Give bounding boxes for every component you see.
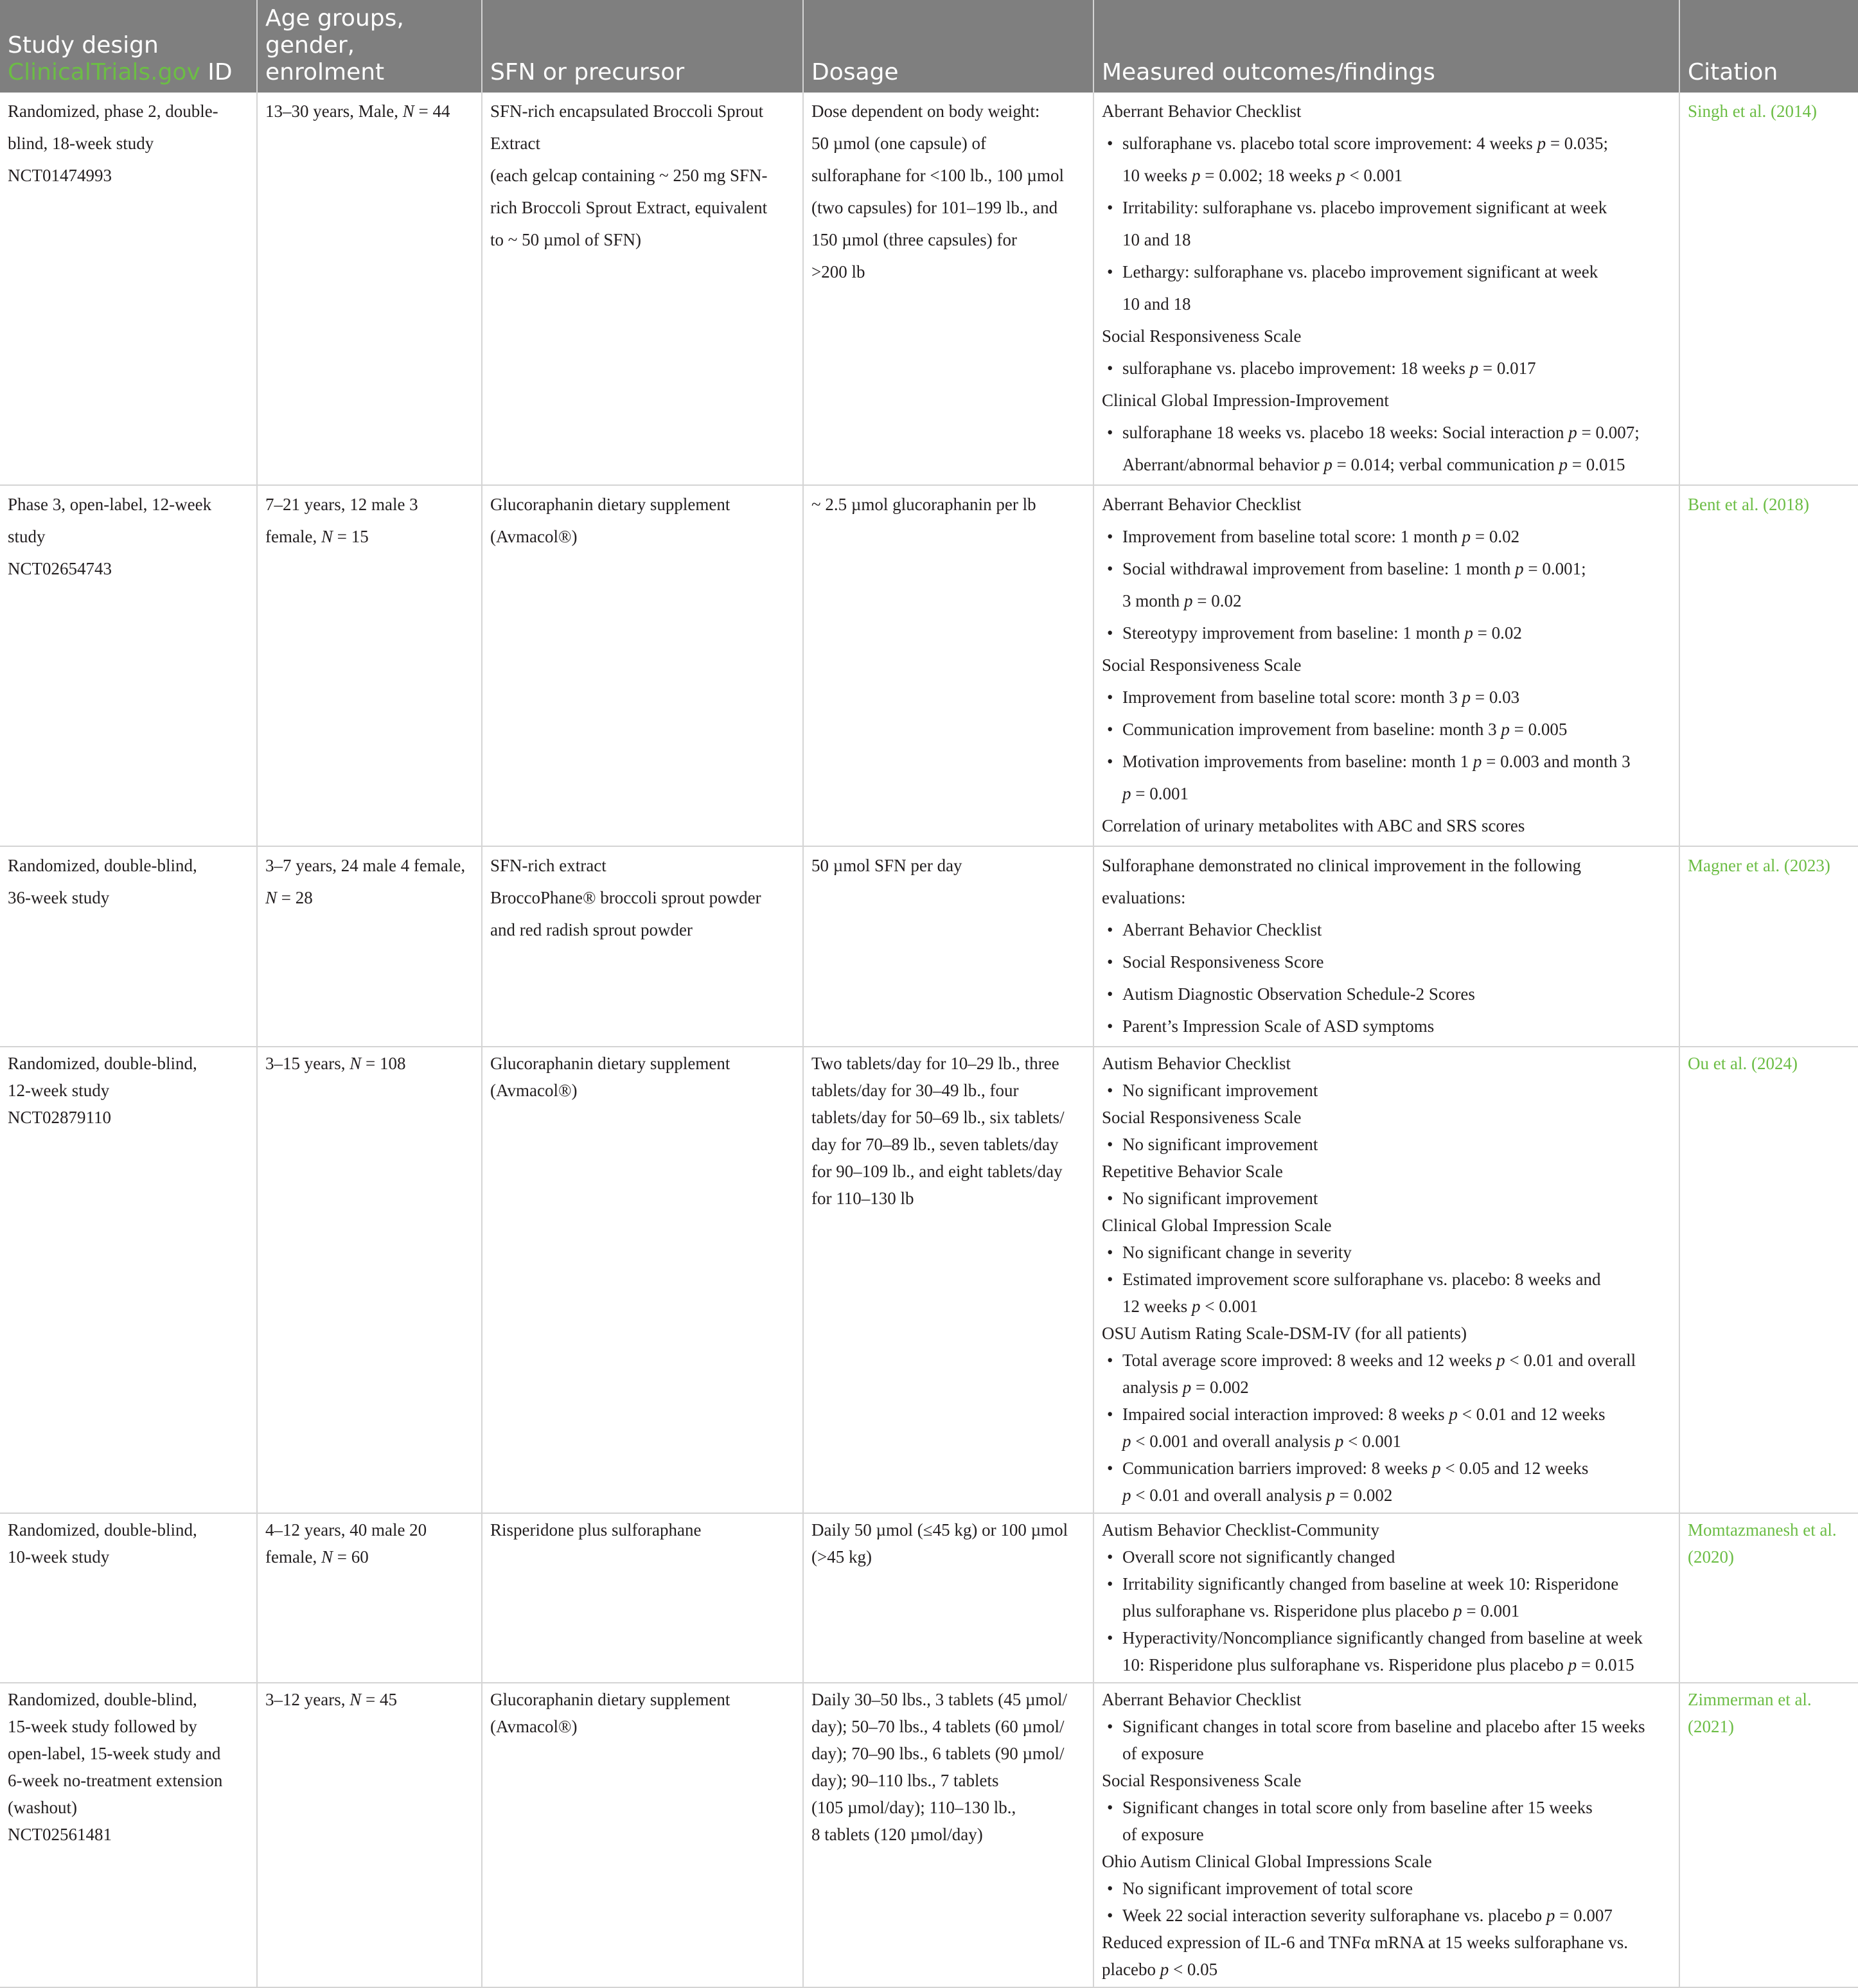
outcome-bullet: • Aberrant Behavior Checklist <box>1102 914 1671 946</box>
citation-link[interactable]: Zimmerman et al. (2021) <box>1688 1690 1812 1736</box>
outcome-bullet: • Total average score improved: 8 weeks and 12 weeks p < 0.01 and overall <box>1102 1347 1671 1374</box>
outcome-bullet: • Improvement from baseline total score: month 3 p = 0.03 <box>1102 681 1671 713</box>
citation-cell <box>1679 485 1858 846</box>
header-study-design: Study design ClinicalTrials.gov ID <box>0 0 257 93</box>
outcome-bullet: • Significant changes in total score from baseline and placebo after 15 weeks <box>1102 1713 1671 1740</box>
outcome-heading: Social Responsiveness Scale <box>1102 1108 1302 1127</box>
citation-link[interactable]: Bent et al. (2018) <box>1688 495 1809 514</box>
outcome-heading: Autism Behavior Checklist <box>1102 1054 1291 1073</box>
study-design-cell: Randomized, phase 2, double- blind, 18-week study NCT01474993 <box>0 93 257 485</box>
table-row <box>0 93 1858 485</box>
age-cell: 3–15 years, N = 108 <box>257 1047 482 1513</box>
outcome-bullet: • sulforaphane vs. placebo improvement: 18 weeks p = 0.017 <box>1102 352 1671 384</box>
header-dosage: Dosage <box>803 0 1093 93</box>
dosage-cell: ~ 2.5 µmol glucoraphanin per lb <box>803 485 1093 846</box>
dosage-cell: Dose dependent on body weight: 50 µmol (one capsule) of sulforaphane for <100 lb., 100 µmol (two capsules) for 101–199 lb., and 150 µmol (three capsules) for >200 lb <box>803 93 1093 485</box>
table-row <box>0 846 1858 1047</box>
outcome-bullet: • Communication barriers improved: 8 weeks p < 0.05 and 12 weeks <box>1102 1455 1671 1482</box>
outcome-bullet: • No significant improvement of total score <box>1102 1875 1671 1902</box>
age-cell: 13–30 years, Male, N = 44 <box>257 93 482 485</box>
outcome-bullet: • Motivation improvements from baseline: month 1 p = 0.003 and month 3 <box>1102 745 1671 777</box>
outcome-bullet: • Overall score not significantly changed <box>1102 1543 1671 1570</box>
outcome-bullet: • sulforaphane 18 weeks vs. placebo 18 weeks: Social interaction p = 0.007; <box>1102 416 1671 448</box>
outcome-heading: Social Responsiveness Scale <box>1102 1771 1302 1790</box>
study-design-cell: Randomized, double-blind, 12-week study NCT02879110 <box>0 1047 257 1513</box>
outcome-bullet: • sulforaphane vs. placebo total score improvement: 4 weeks p = 0.035; <box>1102 127 1671 159</box>
outcome-bullet: • Hyperactivity/Noncompliance significantly changed from baseline at week <box>1102 1624 1671 1651</box>
sfn-cell: Glucoraphanin dietary supplement (Avmacol®) <box>482 1683 803 1987</box>
outcome-bullet: • Lethargy: sulforaphane vs. placebo improvement significant at week <box>1102 256 1671 288</box>
outcome-bullet: • No significant improvement <box>1102 1185 1671 1212</box>
outcome-bullet: • Communication improvement from baseline: month 3 p = 0.005 <box>1102 713 1671 745</box>
study-design-cell: Phase 3, open-label, 12-week study NCT02654743 <box>0 485 257 846</box>
outcomes-cell: Autism Behavior Checklist-Community • Overall score not significantly changed • Irritability significantly changed from baseline at week 10: Risperidone plus sulforaphane vs. Risperidone plus placebo p = 0.001 • Hyperactivity/Noncompliance significantly changed from baseline at week 10: Risperidone plus sulforaphane vs. Risperidone plus placebo p = 0.015 <box>1093 1513 1679 1683</box>
outcome-heading: OSU Autism Rating Scale-DSM-IV (for all patients) <box>1102 1324 1467 1343</box>
outcome-heading: Aberrant Behavior Checklist <box>1102 102 1302 121</box>
outcome-heading: Social Responsiveness Scale <box>1102 326 1302 346</box>
citation-link[interactable]: Magner et al. (2023) <box>1688 856 1830 875</box>
table-row <box>0 1047 1858 1513</box>
citation-link[interactable]: Ou et al. (2024) <box>1688 1054 1798 1073</box>
study-design-cell: Randomized, double-blind, 10-week study <box>0 1513 257 1683</box>
citation-cell <box>1679 846 1858 1047</box>
sfn-cell: SFN-rich encapsulated Broccoli Sprout Extract (each gelcap containing ~ 250 mg SFN- rich Broccoli Sprout Extract, equivalent to ~ 50 µmol of SFN) <box>482 93 803 485</box>
sfn-cell: Glucoraphanin dietary supplement (Avmacol®) <box>482 485 803 846</box>
age-cell: 4–12 years, 40 male 20 female, N = 60 <box>257 1513 482 1683</box>
sfn-cell: Glucoraphanin dietary supplement (Avmacol®) <box>482 1047 803 1513</box>
clinicaltrials-link[interactable]: ClinicalTrials.gov <box>8 59 200 85</box>
outcome-heading: Social Responsiveness Scale <box>1102 655 1302 675</box>
outcomes-cell: Autism Behavior Checklist • No significant improvement Social Responsiveness Scale • No significant improvement Repetitive Behavior Scale • No significant improvement Clinical Global Impression Scale • No significant change in severity • Estimated improvement score sulforaphane vs. placebo: 8 weeks and 12 weeks p < 0.001 OSU Autism Rating Scale-DSM-IV (for all patients) • Total average score improved: 8 weeks and 12 weeks p < 0.01 and overall analysis p = 0.002 • Impaired social interaction improved: 8 weeks p < 0.01 and 12 weeks p < 0.001 and overall analysis p < 0.001 • Communication barriers improved: 8 weeks p < 0.05 and 12 weeks p < 0.01 and overall analysis p = 0.002 <box>1093 1047 1679 1513</box>
outcomes-cell: Aberrant Behavior Checklist • sulforaphane vs. placebo total score improvement: 4 weeks p = 0.035; 10 weeks p = 0.002; 18 weeks p < 0.001 • Irritability: sulforaphane vs. placebo improvement significant at week 10 and 18 • Lethargy: sulforaphane vs. placebo improvement significant at week 10 and 18 Social Responsiveness Scale • sulforaphane vs. placebo improvement: 18 weeks p = 0.017 Clinical Global Impression-Improvement • sulforaphane 18 weeks vs. placebo 18 weeks: Social interaction p = 0.007; Aberrant/abnormal behavior p = 0.014; verbal communication p = 0.015 <box>1093 93 1679 485</box>
dosage-cell: Daily 50 µmol (≤45 kg) or 100 µmol (>45 kg) <box>803 1513 1093 1683</box>
outcome-heading: Clinical Global Impression-Improvement <box>1102 391 1389 410</box>
outcomes-cell: Aberrant Behavior Checklist • Improvement from baseline total score: 1 month p = 0.02 • Social withdrawal improvement from baseline: 1 month p = 0.001; 3 month p = 0.02 • Stereotypy improvement from baseline: 1 month p = 0.02 Social Responsiveness Scale • Improvement from baseline total score: month 3 p = 0.03 • Communication improvement from baseline: month 3 p = 0.005 • Motivation improvements from baseline: month 1 p = 0.003 and month 3 p = 0.001 Correlation of urinary metabolites with ABC and SRS scores <box>1093 485 1679 846</box>
citation-link[interactable]: Singh et al. (2014) <box>1688 102 1817 121</box>
age-cell: 3–7 years, 24 male 4 female, N = 28 <box>257 846 482 1047</box>
header-age-groups: Age groups, gender, enrolment <box>257 0 482 93</box>
outcome-bullet: • Social Responsiveness Score <box>1102 946 1671 978</box>
table-row <box>0 1513 1858 1683</box>
outcome-bullet: • Significant changes in total score only from baseline after 15 weeks <box>1102 1794 1671 1821</box>
outcome-bullet: • No significant improvement <box>1102 1131 1671 1158</box>
outcome-bullet: • Stereotypy improvement from baseline: 1 month p = 0.02 <box>1102 617 1671 649</box>
outcome-bullet: • Autism Diagnostic Observation Schedule-2 Scores <box>1102 978 1671 1010</box>
citation-cell <box>1679 1047 1858 1513</box>
outcome-bullet: • Improvement from baseline total score: 1 month p = 0.02 <box>1102 520 1671 553</box>
outcome-heading: Correlation of urinary metabolites with ABC and SRS scores <box>1102 816 1525 835</box>
table-row <box>0 485 1858 846</box>
citation-cell <box>1679 93 1858 485</box>
outcome-bullet: • Irritability: sulforaphane vs. placebo improvement significant at week <box>1102 191 1671 224</box>
outcome-bullet: • No significant improvement <box>1102 1077 1671 1104</box>
outcome-heading: Aberrant Behavior Checklist <box>1102 495 1302 514</box>
outcomes-cell: Aberrant Behavior Checklist • Significant changes in total score from baseline and placebo after 15 weeks of exposure Social Responsiveness Scale • Significant changes in total score only from baseline after 15 weeks of exposure Ohio Autism Clinical Global Impressions Scale • No significant improvement of total score • Week 22 social interaction severity sulforaphane vs. placebo p = 0.007 Reduced expression of IL-6 and TNFα mRNA at 15 weeks sulforaphane vs. placebo p < 0.05 <box>1093 1683 1679 1987</box>
header-outcomes: Measured outcomes/findings <box>1093 0 1679 93</box>
age-cell: 3–12 years, N = 45 <box>257 1683 482 1987</box>
citation-link[interactable]: Momtazmanesh et al. (2020) <box>1688 1520 1837 1566</box>
outcomes-cell: Sulforaphane demonstrated no clinical improvement in the following evaluations: • Aberrant Behavior Checklist • Social Responsiveness Score • Autism Diagnostic Observation Schedule-2 Scores • Parent’s Impression Scale of ASD symptoms <box>1093 846 1679 1047</box>
outcome-bullet: • Social withdrawal improvement from baseline: 1 month p = 0.001; <box>1102 553 1671 585</box>
outcome-bullet: • Irritability significantly changed from baseline at week 10: Risperidone <box>1102 1570 1671 1597</box>
dosage-cell: Daily 30–50 lbs., 3 tablets (45 µmol/ day); 50–70 lbs., 4 tablets (60 µmol/ day); 70–90 lbs., 6 tablets (90 µmol/ day); 90–110 lbs., 7 tablets (105 µmol/day); 110–130 lb., 8 tablets (120 µmol/day) <box>803 1683 1093 1987</box>
study-design-cell: Randomized, double-blind, 36-week study <box>0 846 257 1047</box>
study-design-cell: Randomized, double-blind, 15-week study followed by open-label, 15-week study and 6-week no-treatment extension (washout) NCT02561481 <box>0 1683 257 1987</box>
sfn-cell: Risperidone plus sulforaphane <box>482 1513 803 1683</box>
outcome-bullet: • Estimated improvement score sulforaphane vs. placebo: 8 weeks and <box>1102 1266 1671 1293</box>
citation-cell <box>1679 1683 1858 1987</box>
sfn-cell: SFN-rich extract BroccoPhane® broccoli sprout powder and red radish sprout powder <box>482 846 803 1047</box>
outcome-heading: Clinical Global Impression Scale <box>1102 1216 1332 1235</box>
dosage-cell: 50 µmol SFN per day <box>803 846 1093 1047</box>
outcome-heading: Ohio Autism Clinical Global Impressions Scale <box>1102 1852 1432 1871</box>
outcome-bullet: • No significant change in severity <box>1102 1239 1671 1266</box>
age-cell: 7–21 years, 12 male 3 female, N = 15 <box>257 485 482 846</box>
outcome-bullet: • Impaired social interaction improved: 8 weeks p < 0.01 and 12 weeks <box>1102 1401 1671 1428</box>
table-row <box>0 1683 1858 1987</box>
outcome-heading: Repetitive Behavior Scale <box>1102 1162 1283 1181</box>
outcome-bullet: • Week 22 social interaction severity sulforaphane vs. placebo p = 0.007 <box>1102 1902 1671 1929</box>
citation-cell <box>1679 1513 1858 1683</box>
dosage-cell: Two tablets/day for 10–29 lb., three tablets/day for 30–49 lb., four tablets/day for 50–69 lb., six tablets/ day for 70–89 lb., seven tablets/day for 90–109 lb., and eight tablets/day for 110–130 lb <box>803 1047 1093 1513</box>
header-citation: Citation <box>1679 0 1858 93</box>
header-sfn: SFN or precursor <box>482 0 803 93</box>
outcome-bullet: • Parent’s Impression Scale of ASD symptoms <box>1102 1010 1671 1042</box>
outcome-heading: Aberrant Behavior Checklist <box>1102 1690 1302 1709</box>
header-row <box>0 0 1858 93</box>
outcome-heading: Autism Behavior Checklist-Community <box>1102 1520 1379 1540</box>
